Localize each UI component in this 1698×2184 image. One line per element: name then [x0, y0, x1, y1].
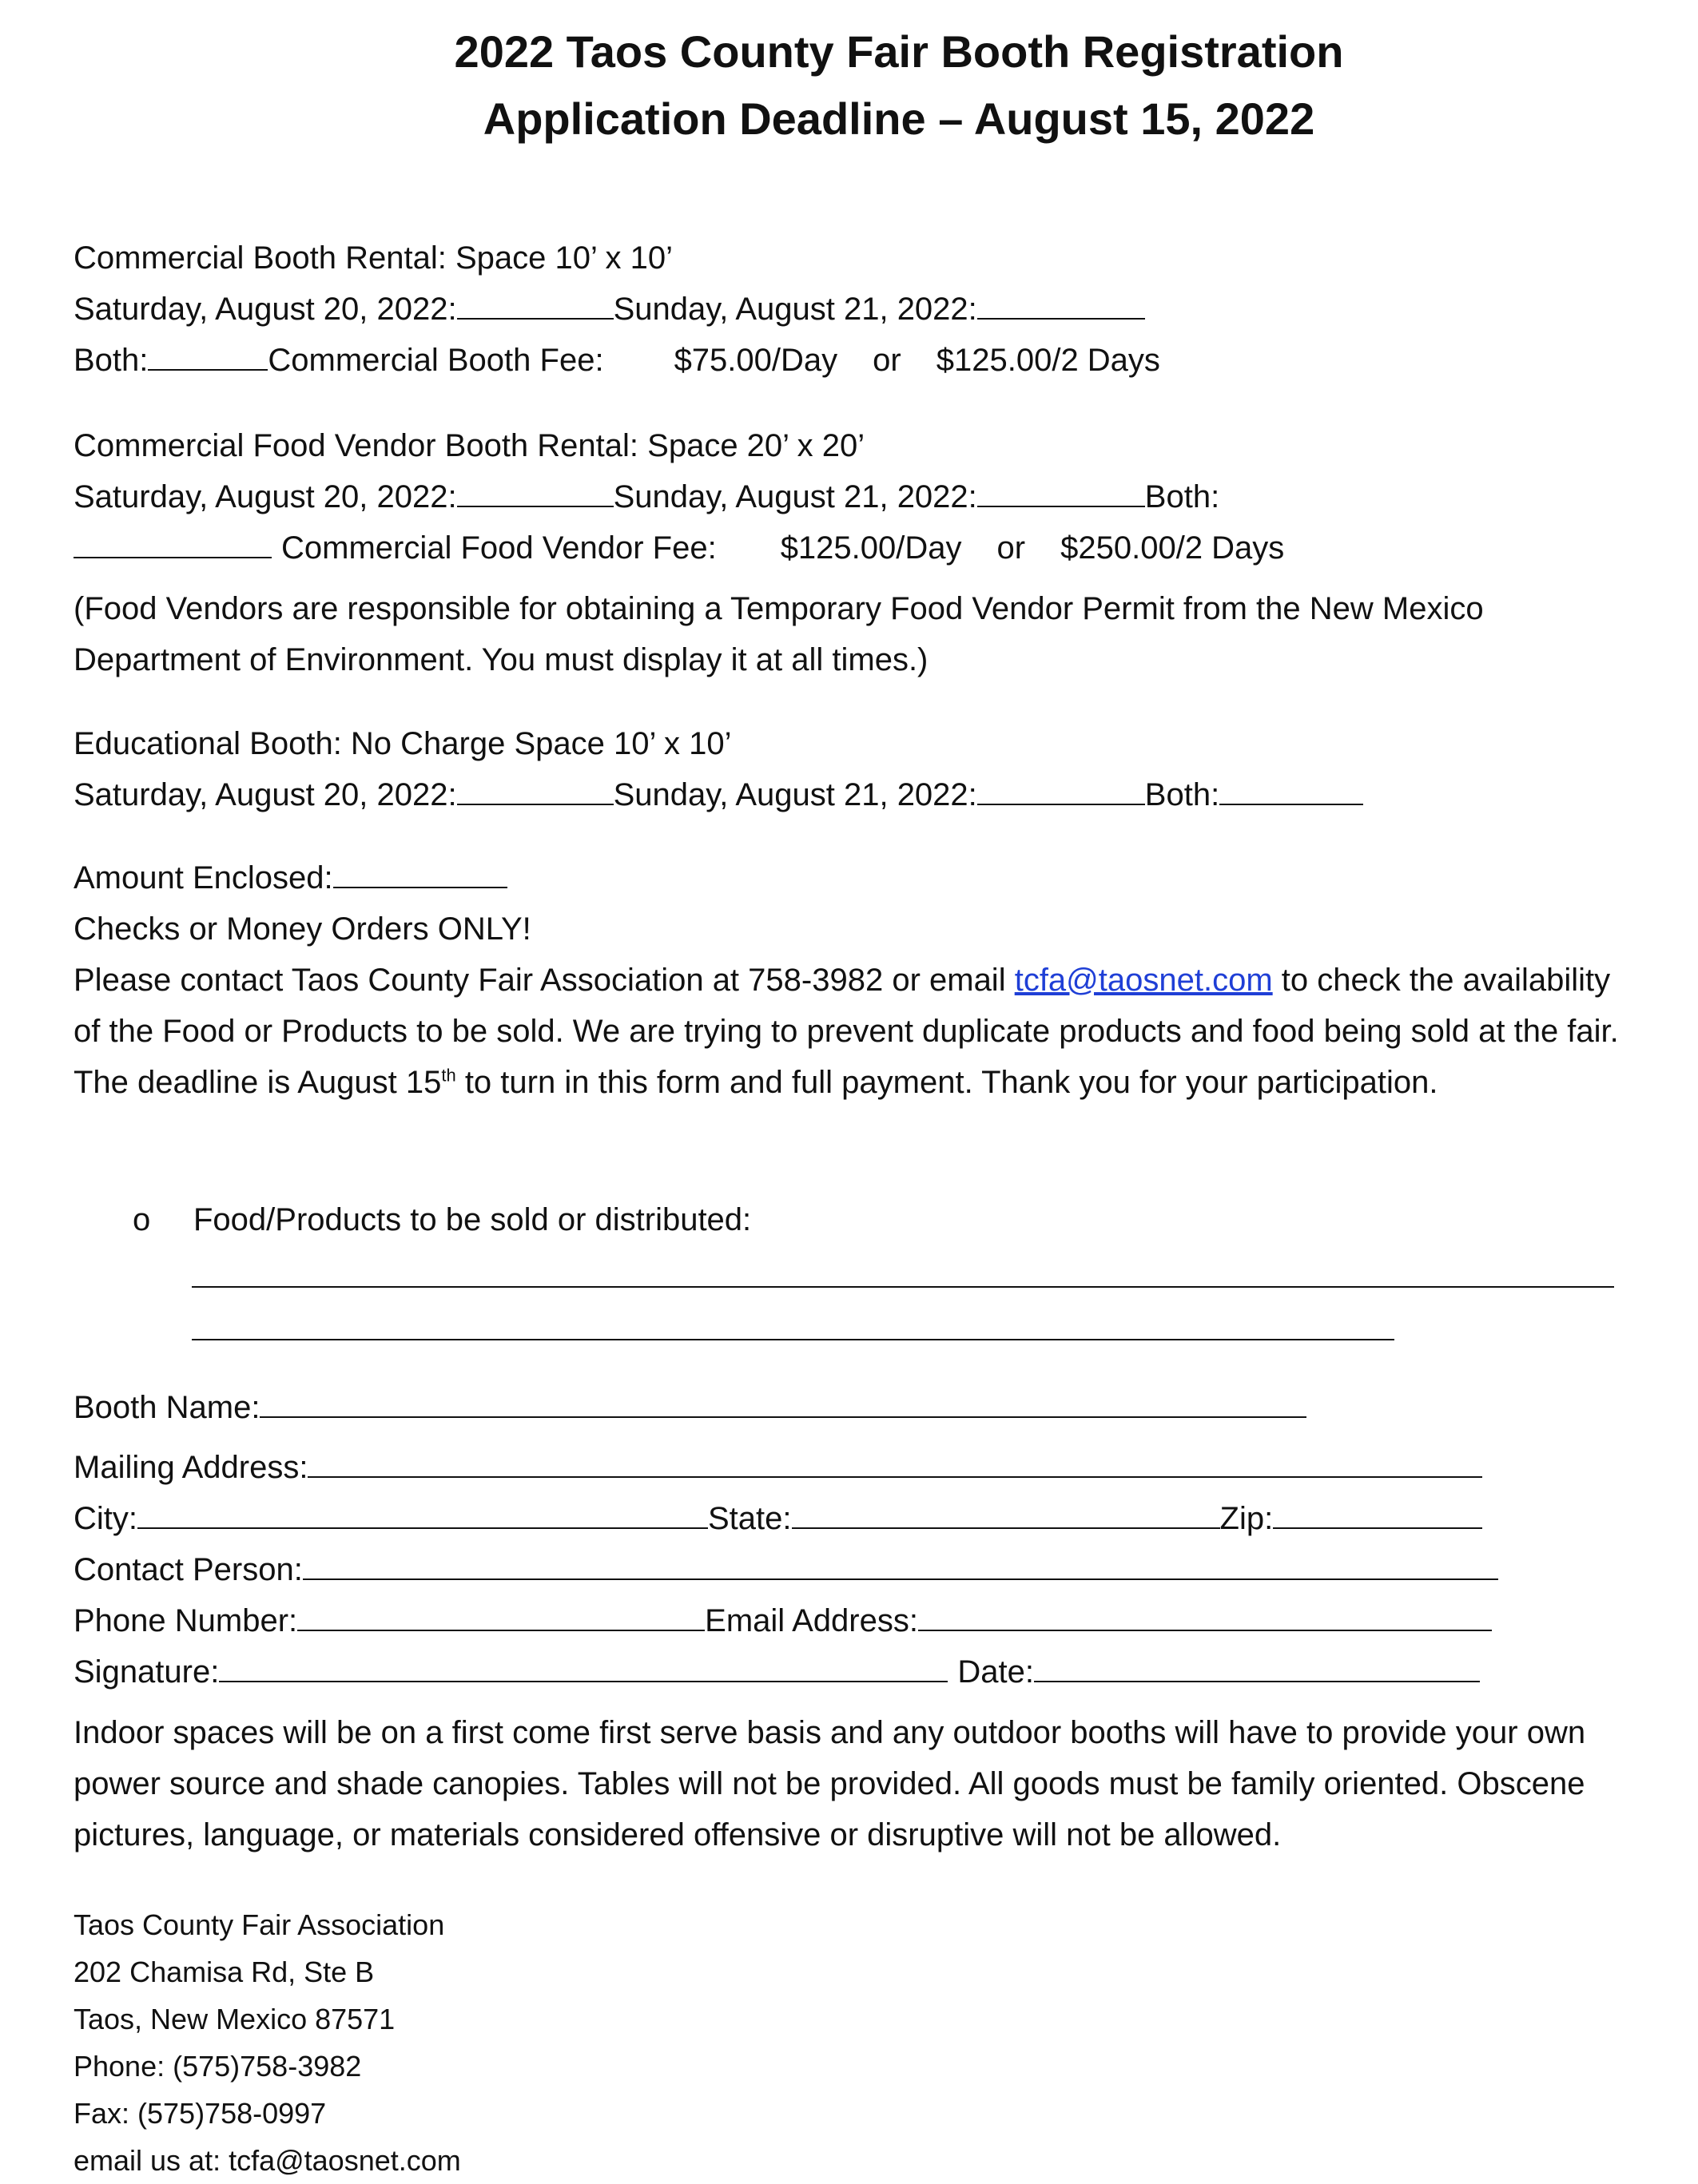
booth-name-row: [74, 1388, 1306, 1428]
food-both-blank[interactable]: [74, 528, 272, 558]
amount-enclosed-label: Amount Enclosed:: [74, 860, 333, 895]
products-label: Food/Products to be sold or distributed:: [193, 1202, 752, 1237]
commercial-saturday-label: Saturday, August 20, 2022:: [74, 292, 457, 327]
email-address-field[interactable]: [918, 1601, 1492, 1631]
payment-method-note: Checks or Money Orders ONLY!: [74, 911, 531, 947]
commercial-fee-day: $75.00/Day: [674, 343, 838, 378]
commercial-fee-row: [74, 340, 1160, 380]
educational-saturday-blank[interactable]: [457, 775, 614, 805]
food-permit-note: (Food Vendors are responsible for obtaining a Temporary Food Vendor Permit from the New Mexico Department of Environment. You must display it at all times.): [74, 591, 1484, 677]
footer-city: Taos, New Mexico 87571: [74, 2003, 396, 2035]
date-field[interactable]: [1034, 1652, 1480, 1682]
commercial-fee-two-days: $125.00/2 Days: [936, 343, 1160, 378]
contact-paragraph: [74, 955, 1624, 1108]
food-saturday-blank[interactable]: [457, 477, 614, 507]
food-fee-or: or: [996, 530, 1026, 566]
contact-person-field[interactable]: [303, 1550, 1498, 1580]
booth-name-field[interactable]: [260, 1388, 1306, 1418]
city-label: City:: [74, 1501, 137, 1536]
commercial-heading: Commercial Booth Rental: Space 10’ x 10’: [74, 240, 673, 276]
contact-person-label: Contact Person:: [74, 1552, 303, 1587]
ordinal-suffix: th: [441, 1065, 456, 1086]
educational-days-row: [74, 775, 1363, 815]
zip-field[interactable]: [1273, 1499, 1482, 1529]
products-line-1[interactable]: [192, 1286, 1614, 1288]
zip-label: Zip:: [1219, 1501, 1274, 1536]
state-label: State:: [708, 1501, 792, 1536]
city-state-zip-row: [74, 1499, 1482, 1539]
footer-org: Taos County Fair Association: [74, 1908, 445, 1941]
bullet-icon: o: [133, 1202, 151, 1237]
signature-label: Signature:: [74, 1654, 220, 1690]
educational-both-blank[interactable]: [1219, 775, 1363, 805]
food-heading: Commercial Food Vendor Booth Rental: Space 20’ x 20’: [74, 428, 865, 463]
commercial-both-label: Both:: [74, 343, 149, 378]
commercial-sunday-label: Sunday, August 21, 2022:: [613, 292, 977, 327]
footer-fax: Fax: (575)758-0997: [74, 2097, 327, 2130]
food-saturday-label: Saturday, August 20, 2022:: [74, 479, 457, 514]
page-title: 2022 Taos County Fair Booth Registration: [454, 26, 1344, 77]
city-field[interactable]: [137, 1499, 708, 1529]
educational-sunday-blank[interactable]: [977, 775, 1145, 805]
rules-paragraph: Indoor spaces will be on a first come first serve basis and any outdoor booths will have to provide your own power source and shade canopies. Tables will not be provided. All goods must be family oriented. Obscene pictures, language, or materials considered offensive or disruptive will not be allowed.: [74, 1715, 1586, 1852]
phone-email-row: [74, 1601, 1492, 1641]
phone-number-field[interactable]: [297, 1601, 705, 1631]
educational-sunday-label: Sunday, August 21, 2022:: [613, 777, 977, 812]
products-line-2[interactable]: [192, 1339, 1394, 1340]
footer-street: 202 Chamisa Rd, Ste B: [74, 1956, 375, 1988]
deadline-subtitle: Application Deadline – August 15, 2022: [483, 93, 1315, 144]
amount-enclosed-blank[interactable]: [333, 858, 507, 888]
commercial-sunday-blank[interactable]: [977, 289, 1145, 320]
commercial-fee-or: or: [873, 343, 901, 378]
food-days-row: [74, 477, 1219, 517]
food-sunday-blank[interactable]: [977, 477, 1145, 507]
food-fee-two-days: $250.00/2 Days: [1060, 530, 1285, 566]
food-fee-row: [74, 528, 1284, 568]
contact-text-start: Please contact Taos County Fair Association at 758-3982 or email: [74, 963, 1015, 998]
commercial-both-blank[interactable]: [148, 340, 268, 371]
email-address-label: Email Address:: [705, 1603, 918, 1638]
amount-row: [74, 858, 507, 898]
food-both-label: Both:: [1144, 479, 1220, 514]
educational-saturday-label: Saturday, August 20, 2022:: [74, 777, 457, 812]
signature-date-row: [74, 1652, 1480, 1692]
phone-number-label: Phone Number:: [74, 1603, 298, 1638]
commercial-fee-label: Commercial Booth Fee:: [268, 343, 604, 378]
educational-both-label: Both:: [1144, 777, 1220, 812]
food-fee-label: Commercial Food Vendor Fee:: [281, 530, 717, 566]
booth-name-label: Booth Name:: [74, 1390, 260, 1425]
contact-person-row: [74, 1550, 1498, 1590]
food-fee-day: $125.00/Day: [780, 530, 962, 566]
educational-heading: Educational Booth: No Charge Space 10’ x 10’: [74, 726, 732, 761]
footer-phone: Phone: (575)758-3982: [74, 2050, 362, 2083]
contact-text-middle: to check the availability of the Food or Products to be sold. We are trying to prevent duplicate products and food being sold at the fair. The deadline is August 15: [74, 963, 1619, 1100]
footer-email: email us at: tcfa@taosnet.com: [74, 2144, 461, 2177]
commercial-saturday-blank[interactable]: [457, 289, 614, 320]
food-sunday-label: Sunday, August 21, 2022:: [613, 479, 977, 514]
mailing-row: [74, 1447, 1482, 1487]
mailing-address-field[interactable]: [308, 1447, 1482, 1478]
mailing-address-label: Mailing Address:: [74, 1450, 308, 1485]
signature-field[interactable]: [219, 1652, 948, 1682]
state-field[interactable]: [792, 1499, 1220, 1529]
contact-email-link[interactable]: tcfa@taosnet.com: [1014, 963, 1273, 998]
date-label: Date:: [957, 1654, 1034, 1690]
commercial-days-row: [74, 289, 1145, 329]
contact-text-end: to turn in this form and full payment. Thank you for your participation.: [455, 1065, 1438, 1100]
